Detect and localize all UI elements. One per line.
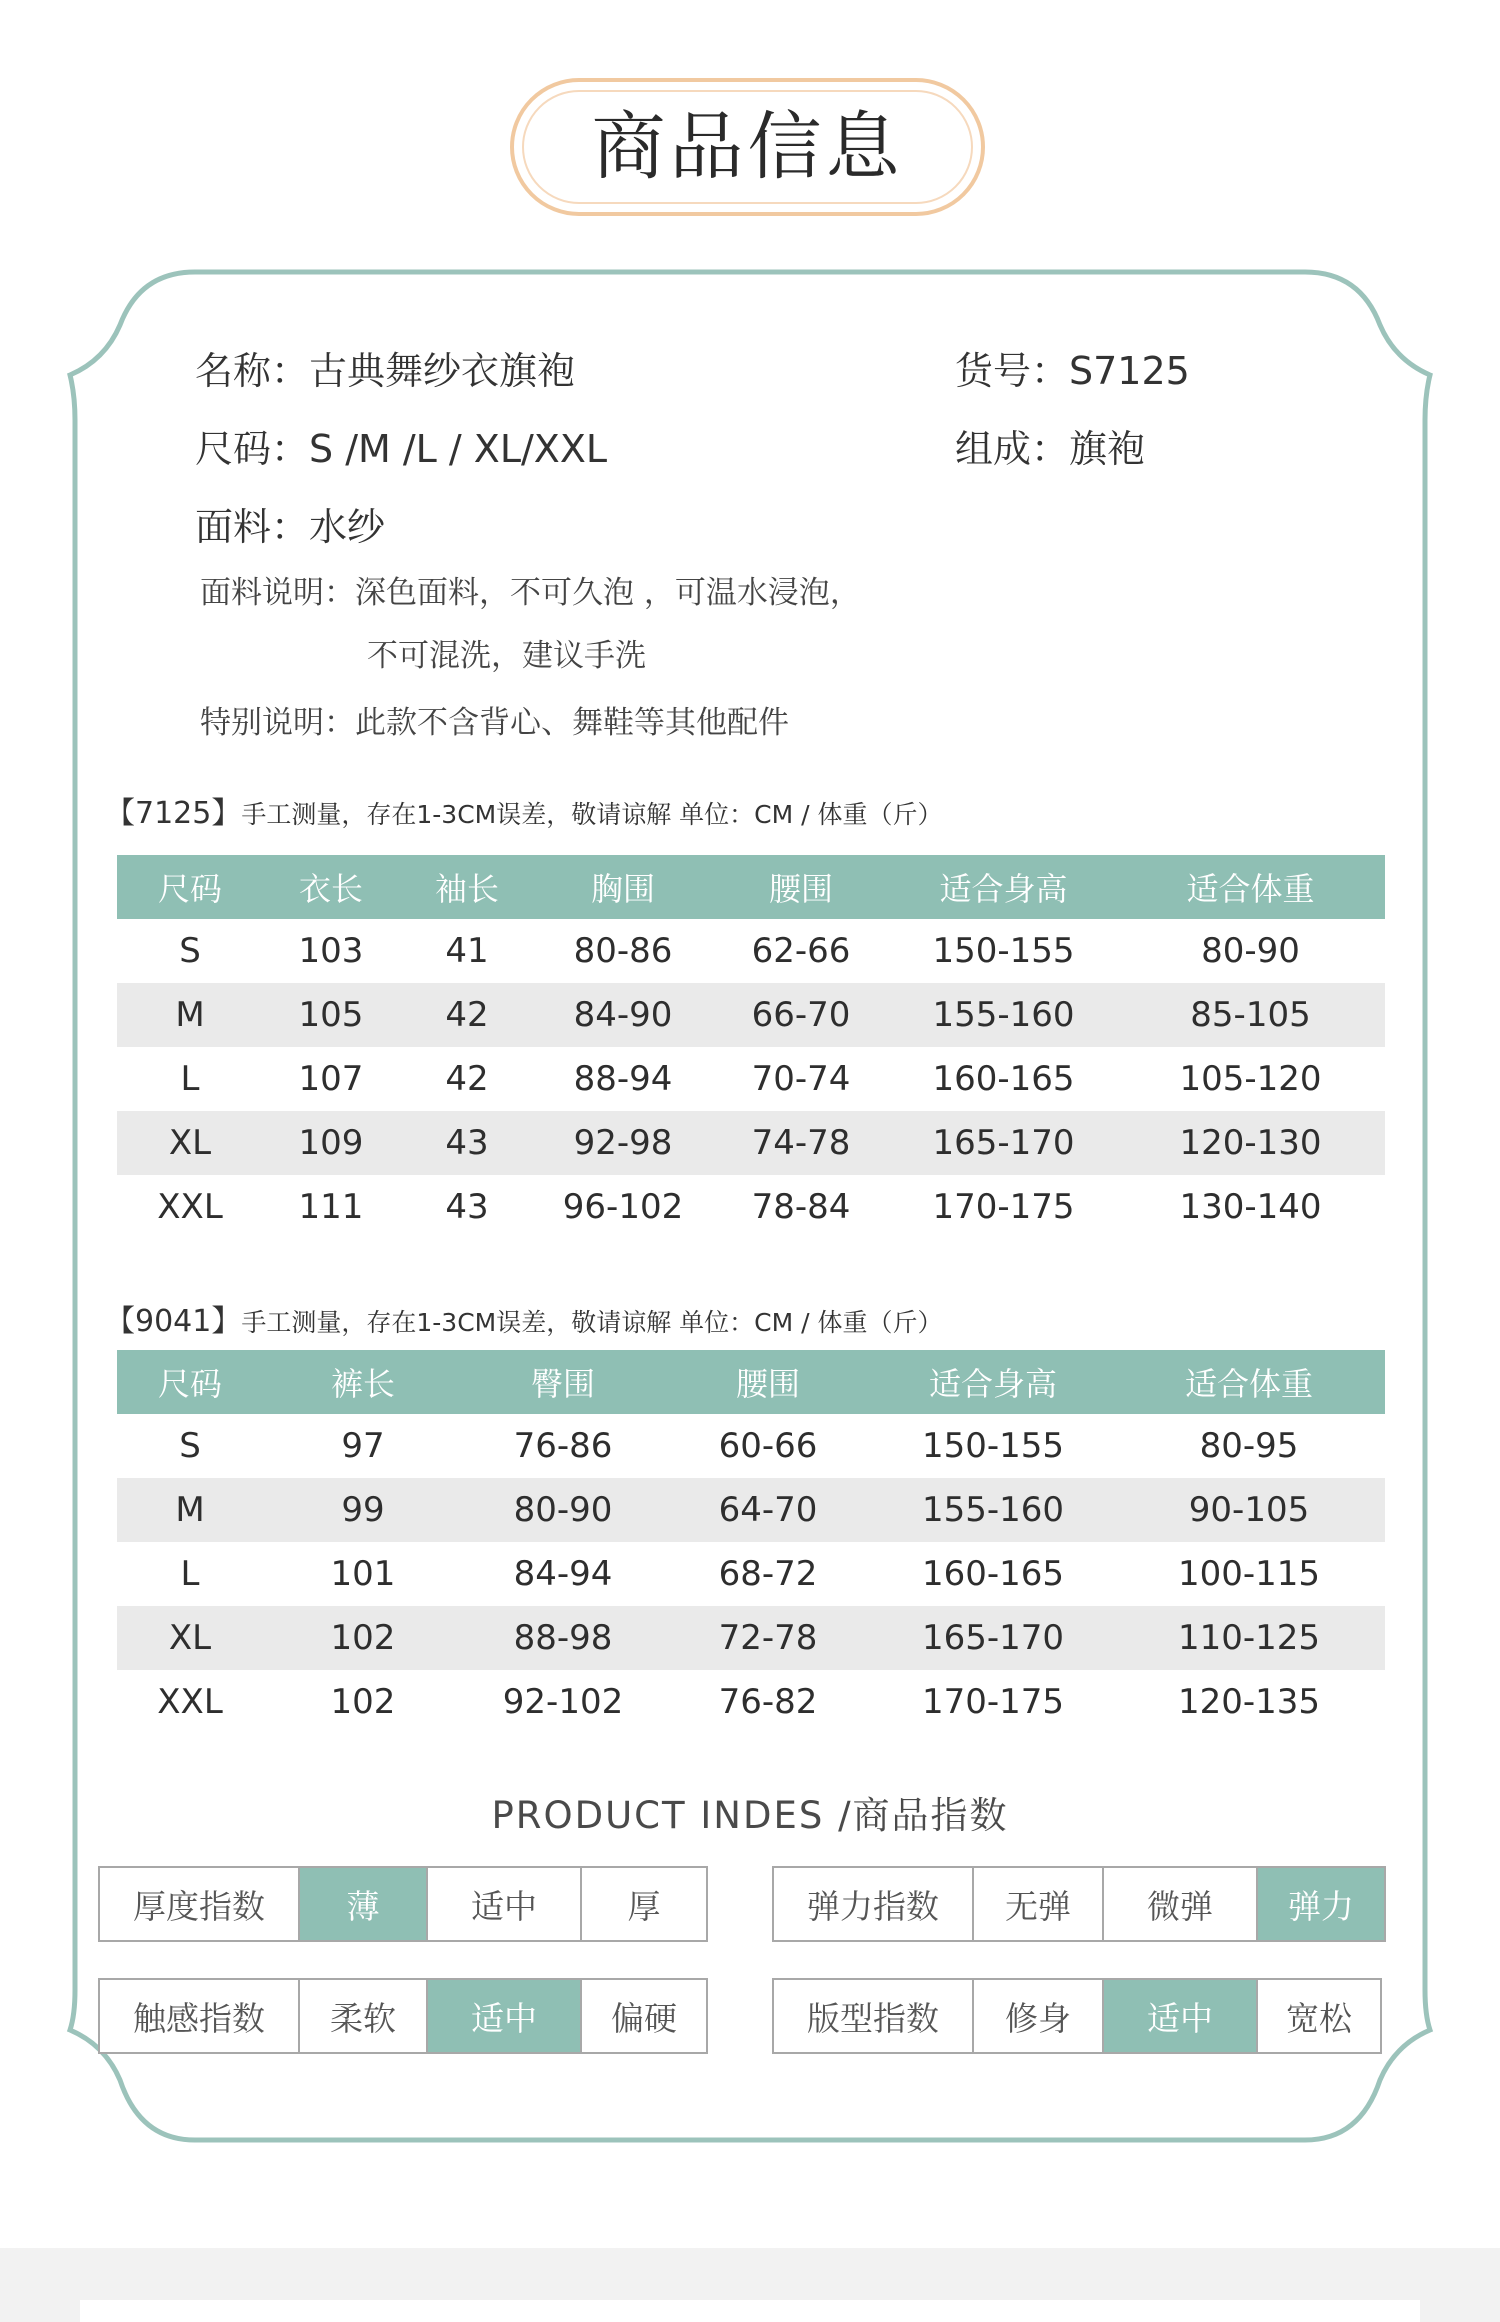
- size-table-7125: [117, 855, 1385, 1239]
- table-cell: 111: [298, 1187, 364, 1227]
- index-label: 触感指数: [133, 1998, 265, 2038]
- index-option: 偏硬: [580, 1980, 706, 2052]
- table2-note: [105, 1296, 943, 1340]
- special-note: 特别说明：此款不含背心、舞鞋等其他配件: [200, 705, 789, 741]
- column-header: 适合体重: [1113, 1350, 1385, 1414]
- index-option: 弹力: [1256, 1868, 1384, 1940]
- column-header: 袖长: [399, 855, 535, 919]
- index-option: 宽松: [1256, 1980, 1380, 2052]
- table-cell: 120-135: [1177, 1682, 1321, 1722]
- table1-code: 【7125】: [105, 796, 242, 831]
- table-cell: 100-115: [1177, 1554, 1321, 1594]
- table-cell: 84-94: [513, 1554, 613, 1594]
- table-cell: 110-125: [1113, 1606, 1385, 1670]
- index-option: 修身: [972, 1980, 1102, 2052]
- table-cell: 85-105: [1116, 983, 1385, 1047]
- index-option: 无弹: [972, 1868, 1102, 1940]
- table-cell: 165-170: [873, 1606, 1113, 1670]
- index-option: 适中: [426, 1980, 580, 2052]
- table-cell: 97: [341, 1426, 385, 1466]
- touch-index: [98, 1978, 708, 2054]
- product-name: 名称：古典舞纱衣旗袍: [195, 349, 576, 393]
- column-header: 腰围: [663, 1350, 873, 1414]
- table-row: [117, 1478, 1385, 1542]
- table-cell: M: [117, 1478, 263, 1542]
- table-cell: 92-102: [502, 1682, 624, 1722]
- table-cell: 80-90: [463, 1478, 663, 1542]
- table-row: [117, 1111, 1385, 1175]
- table-cell: XL: [117, 1111, 263, 1175]
- table-cell: 74-78: [711, 1111, 891, 1175]
- column-header: 臀围: [463, 1350, 663, 1414]
- table-row: [117, 983, 1385, 1047]
- column-header: 裤长: [263, 1350, 463, 1414]
- table-cell: 84-90: [535, 983, 711, 1047]
- table-cell: 92-98: [535, 1111, 711, 1175]
- table-cell: 96-102: [562, 1187, 684, 1227]
- column-header: 胸围: [535, 855, 711, 919]
- table-cell: 76-82: [718, 1682, 818, 1722]
- fabric: 面料：水纱: [195, 505, 386, 549]
- index-label: 版型指数: [807, 1998, 939, 2038]
- table-cell: 72-78: [663, 1606, 873, 1670]
- fabric-note-line2: 不可混洗，建议手洗: [367, 638, 646, 674]
- column-header: 适合身高: [873, 1350, 1113, 1414]
- column-header: 腰围: [711, 855, 891, 919]
- index-option: 柔软: [298, 1980, 426, 2052]
- table-cell: XL: [117, 1606, 263, 1670]
- table-cell: 170-175: [932, 1187, 1075, 1227]
- table-row: [117, 1175, 1385, 1239]
- table-cell: L: [180, 1059, 200, 1099]
- table-cell: 102: [330, 1682, 396, 1722]
- table-cell: L: [180, 1554, 200, 1594]
- table-cell: 150-155: [921, 1426, 1065, 1466]
- table1-note: [105, 788, 943, 832]
- table-cell: 102: [263, 1606, 463, 1670]
- table-cell: 107: [298, 1059, 364, 1099]
- index-label: 弹力指数: [807, 1886, 939, 1926]
- table-cell: 70-74: [751, 1059, 851, 1099]
- table-cell: 105: [263, 983, 399, 1047]
- table-cell: 160-165: [932, 1059, 1075, 1099]
- table1-note-text: 手工测量，存在1-3CM误差，敬请谅解 单位：CM / 体重（斤）: [241, 800, 943, 829]
- available-sizes: 尺码：S /M /L / XL/XXL: [195, 427, 608, 471]
- table-cell: 90-105: [1113, 1478, 1385, 1542]
- table-cell: 68-72: [718, 1554, 818, 1594]
- table-header-row: [117, 855, 1385, 919]
- table-cell: 109: [263, 1111, 399, 1175]
- elasticity-index: [772, 1866, 1386, 1942]
- item-number: 货号：S7125: [955, 349, 1190, 393]
- product-index-title: PRODUCT INDES /商品指数: [491, 1794, 1009, 1837]
- table-cell: 170-175: [921, 1682, 1065, 1722]
- table-row: [117, 1414, 1385, 1478]
- table-cell: 60-66: [718, 1426, 818, 1466]
- composition: 组成：旗袍: [955, 427, 1146, 471]
- fit-index: [772, 1978, 1382, 2054]
- table-row: [117, 1606, 1385, 1670]
- table-row: [117, 1670, 1385, 1734]
- table-cell: 42: [445, 1059, 489, 1099]
- table-cell: 62-66: [751, 931, 851, 971]
- table-cell: S: [179, 1426, 201, 1466]
- table-cell: XXL: [157, 1682, 223, 1722]
- table-cell: 88-98: [463, 1606, 663, 1670]
- index-option: 厚: [580, 1868, 706, 1940]
- column-header: 尺码: [117, 855, 263, 919]
- page-title: 商品信息: [591, 104, 904, 190]
- table-row: [117, 1047, 1385, 1111]
- table-cell: 130-140: [1179, 1187, 1322, 1227]
- table-cell: 78-84: [751, 1187, 851, 1227]
- table-row: [117, 1542, 1385, 1606]
- index-option: 适中: [426, 1868, 580, 1940]
- table-cell: 43: [445, 1187, 489, 1227]
- table-cell: 80-90: [1201, 931, 1300, 971]
- table-cell: 88-94: [573, 1059, 673, 1099]
- table-cell: 165-170: [891, 1111, 1116, 1175]
- table-cell: M: [117, 983, 263, 1047]
- table-cell: S: [179, 931, 201, 971]
- table-cell: 80-86: [573, 931, 673, 971]
- table-cell: 76-86: [513, 1426, 613, 1466]
- table-row: [117, 919, 1385, 983]
- table-cell: 103: [298, 931, 364, 971]
- table-cell: XXL: [157, 1187, 223, 1227]
- column-header: 尺码: [117, 1350, 263, 1414]
- column-header: 适合身高: [891, 855, 1116, 919]
- table-cell: 105-120: [1179, 1059, 1322, 1099]
- column-header: 衣长: [263, 855, 399, 919]
- index-option: 薄: [298, 1868, 426, 1940]
- table-cell: 41: [445, 931, 489, 971]
- table-cell: 155-160: [873, 1478, 1113, 1542]
- size-table-9041: [117, 1350, 1385, 1734]
- table-cell: 155-160: [891, 983, 1116, 1047]
- fabric-note-line1: 面料说明：深色面料，不可久泡 ，可温水浸泡，: [200, 575, 861, 611]
- table-cell: 99: [263, 1478, 463, 1542]
- index-label: 厚度指数: [133, 1886, 265, 1926]
- thickness-index: [98, 1866, 708, 1942]
- table-cell: 150-155: [932, 931, 1075, 971]
- table-cell: 42: [399, 983, 535, 1047]
- table-cell: 101: [330, 1554, 396, 1594]
- table-cell: 80-95: [1199, 1426, 1299, 1466]
- table-cell: 160-165: [921, 1554, 1065, 1594]
- table2-note-text: 手工测量，存在1-3CM误差，敬请谅解 单位：CM / 体重（斤）: [241, 1308, 943, 1337]
- index-option: 微弹: [1102, 1868, 1256, 1940]
- table2-code: 【9041】: [105, 1304, 242, 1339]
- next-card-edge: [80, 2300, 1420, 2322]
- table-cell: 64-70: [663, 1478, 873, 1542]
- index-option: 适中: [1102, 1980, 1256, 2052]
- table-cell: 43: [399, 1111, 535, 1175]
- table-cell: 66-70: [711, 983, 891, 1047]
- table-header-row: [117, 1350, 1385, 1414]
- table-cell: 120-130: [1116, 1111, 1385, 1175]
- column-header: 适合体重: [1116, 855, 1385, 919]
